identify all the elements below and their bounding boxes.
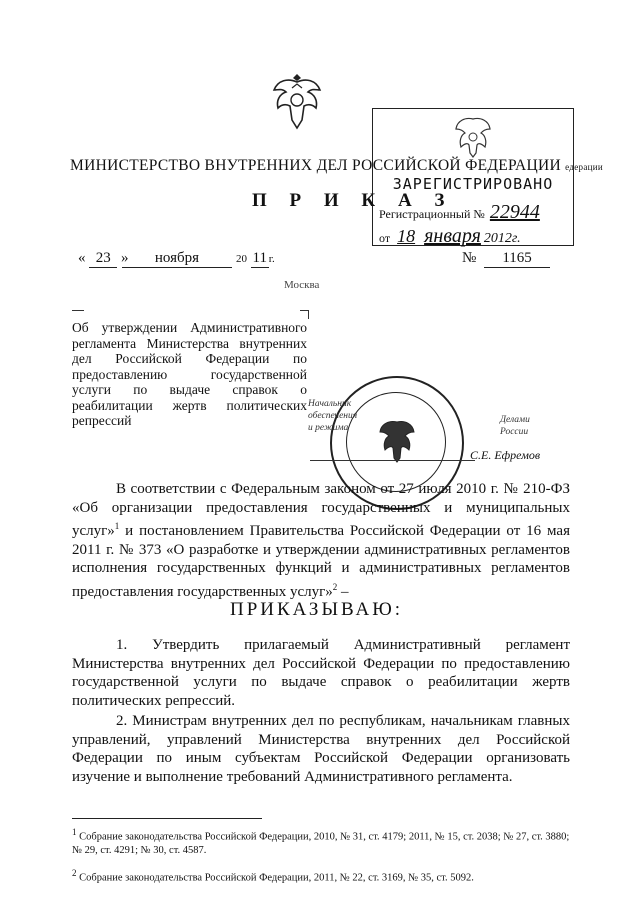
ministry-name-overprint: едерации xyxy=(565,162,603,172)
stamp-registration-number: Регистрационный № 22944 xyxy=(379,201,540,223)
stamp-registered-label: ЗАРЕГИСТРИРОВАНО xyxy=(392,175,554,193)
seal-emblem-icon xyxy=(376,418,418,466)
stamp-emblem-icon xyxy=(453,115,493,159)
footnote-2: $^2$ Собрание законодательства Российской Федерации, 2011, № 22, ст. 3169, № 35, ст. 5092. xyxy=(72,868,474,884)
order-number: № 1165 xyxy=(462,250,550,268)
order-title: Об утверждении Административного регламента Министерства внутренних дел Российской Федерации по предоставлению государственной услуги по выдаче справок о реабилитации жертв политических репрессий xyxy=(72,320,307,428)
title-corner-left xyxy=(72,310,84,319)
verification-line xyxy=(310,460,475,461)
order-year: 20 11 г. xyxy=(236,250,275,266)
verification-signer: С.Е. Ефремов xyxy=(470,448,541,462)
preamble-paragraph: В соответствии с Федеральным законом от 27 июля 2010 г. № 210-ФЗ «Об организации предоставления государственных и муниципальных услуг»$^1$ и постановлением Правительства Российской Федерации от 16 мая 2011 г. № 373 «О разработке и утверждении административных регламентов исполнения государственных функций и административных регламентов предоставления государственных услуг»$^2$ – xyxy=(72,481,570,600)
document-type: П Р И К А З xyxy=(252,190,454,211)
order-item-1: 1. Утвердить прилагаемый Административный регламент Министерства внутренних дел Российской Федерации по предоставлению государственной услуги по выдаче справок о реабилитации жертв политических репрессий. xyxy=(72,637,570,709)
state-emblem-icon xyxy=(270,68,324,132)
ministry-name: МИНИСТЕРСТВО ВНУТРЕННИХ ДЕЛ РОССИЙСКОЙ ФЕДЕРАЦИИ едерации xyxy=(70,157,603,174)
footnote-divider xyxy=(72,818,262,819)
order-month: ноября xyxy=(122,250,232,268)
registration-stamp xyxy=(372,108,574,246)
verification-stamp: Начальник обеспечения и режима xyxy=(308,399,358,433)
order-item-2: 2. Министрам внутренних дел по республикам, начальникам главных управлений, управлений Министерства внутренних дел Российской Федерации по иным субъектам Российской Федерации организовать изучение и выполнение требований Административного регламента. xyxy=(72,713,570,785)
footnote-1: $^1$ Собрание законодательства Российской Федерации, 2010, № 31, ст. 4179; 2011, № 15, ст. 2038; № 27, ст. 3880; № 29, ст. 4291; № 30, ст. 4587. xyxy=(72,827,570,856)
order-directive: ПРИКАЗЫВАЮ: xyxy=(230,599,404,620)
order-city: Москва xyxy=(284,279,320,291)
stamp-registration-date: от 18 января 2012г. xyxy=(379,225,521,247)
title-corner-right xyxy=(300,310,309,319)
order-date: « 23 » xyxy=(78,250,129,266)
verification-stamp-right: Делами России xyxy=(500,415,530,437)
